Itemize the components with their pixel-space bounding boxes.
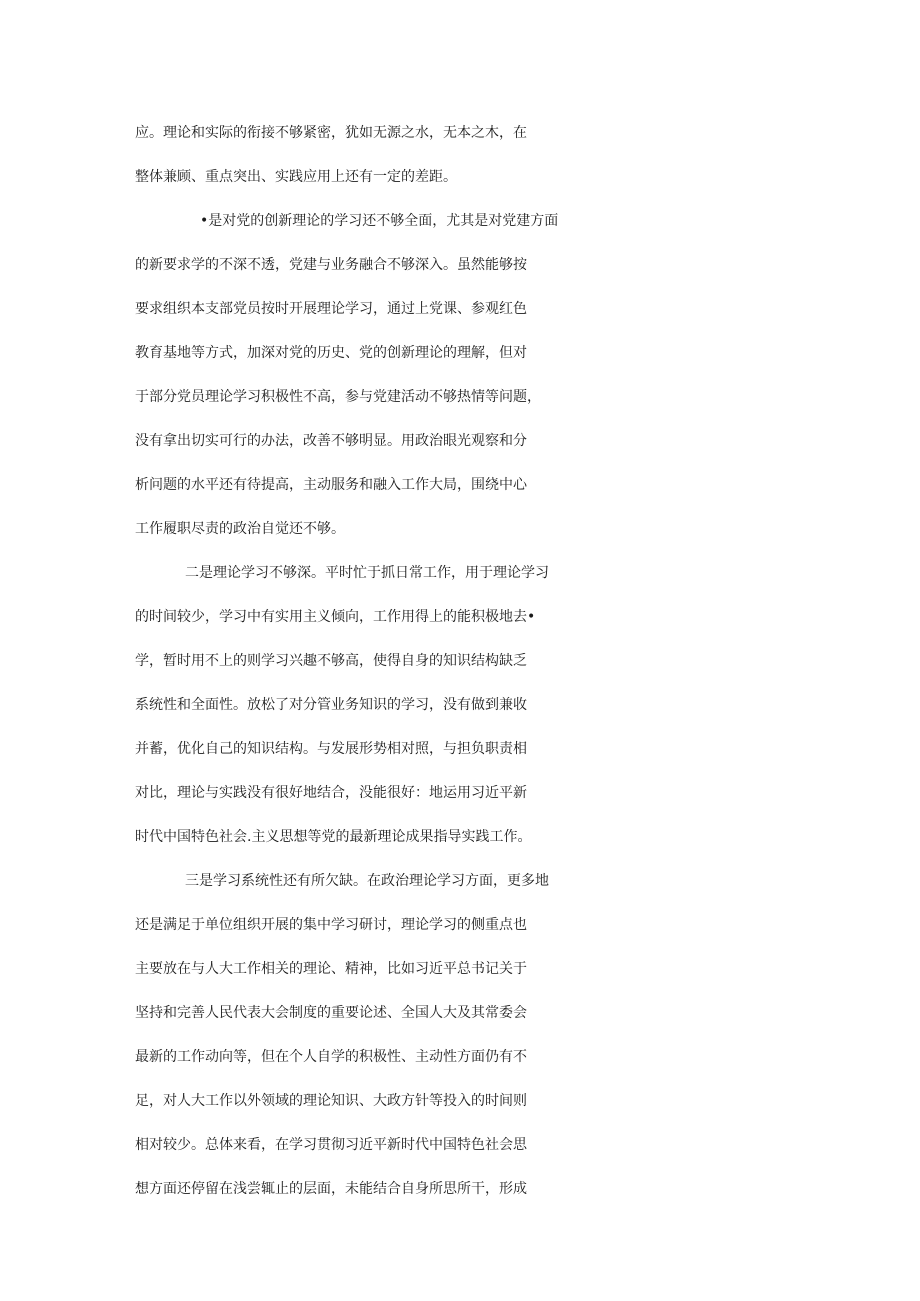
text-line: •是对党的创新理论的学习还不够全面，尤其是对党建方面: [200, 213, 559, 229]
text-line: 的时间较少，学习中有实用主义倾向，工作用得上的能积极地去•: [135, 609, 536, 625]
text-line: 二是理论学习不够深。平时忙于抓日常工作，用于理论学习: [185, 565, 549, 581]
text-line: 坚持和完善人民代表大会制度的重要论述、全国人大及其常委会: [135, 1005, 527, 1021]
text-line: 学，暂时用不上的则学习兴趣不够高，使得自身的知识结构缺乏: [135, 653, 527, 669]
text-line: 主要放在与人大工作相关的理论、精神，比如习近平总书记关于: [135, 961, 527, 977]
text-line: 并蓄，优化自己的知识结构。与发展形势相对照，与担负职责相: [135, 741, 527, 757]
text-line: 应。理论和实际的衔接不够紧密，犹如无源之水，无本之木，在: [135, 125, 527, 141]
text-line: 足，对人大工作以外领域的理论知识、大政方针等投入的时间则: [135, 1093, 527, 1109]
text-line: 的新要求学的不深不透，党建与业务融合不够深入。虽然能够按: [135, 257, 527, 273]
text-line: 教育基地等方式，加深对党的历史、党的创新理论的理解，但对: [135, 345, 527, 361]
text-line: 对比，理论与实践没有很好地结合，没能很好：地运用习近平新: [135, 785, 527, 801]
text-line: 于部分党员理论学习积极性不高，参与党建活动不够热情等问题，: [135, 389, 541, 405]
text-line: 最新的工作动向等，但在个人自学的积极性、主动性方面仍有不: [135, 1049, 527, 1065]
text-line: 系统性和全面性。放松了对分管业务知识的学习，没有做到兼收: [135, 697, 527, 713]
text-line: 还是满足于单位组织开展的集中学习研讨，理论学习的侧重点也: [135, 917, 527, 933]
text-line: 没有拿出切实可行的办法，改善不够明显。用政治眼光观察和分: [135, 433, 527, 449]
text-line: 相对较少。总体来看，在学习贯彻习近平新时代中国特色社会思: [135, 1137, 527, 1153]
text-line: 三是学习系统性还有所欠缺。在政治理论学习方面，更多地: [185, 873, 549, 889]
text-line: 析问题的水平还有待提高，主动服务和融入工作大局，围绕中心: [135, 477, 527, 493]
text-line: 整体兼顾、重点突出、实践应用上还有一定的差距。: [135, 169, 457, 185]
text-line: 时代中国特色社会.主义思想等党的最新理论成果指导实践工作。: [135, 829, 532, 845]
text-line: 工作履职尽责的政治自觉还不够。: [135, 521, 345, 537]
text-line: 想方面还停留在浅尝辄止的层面，未能结合自身所思所干，形成: [135, 1181, 527, 1197]
text-line: 要求组织本支部党员按时开展理论学习，通过上党课、参观红色: [135, 301, 527, 317]
